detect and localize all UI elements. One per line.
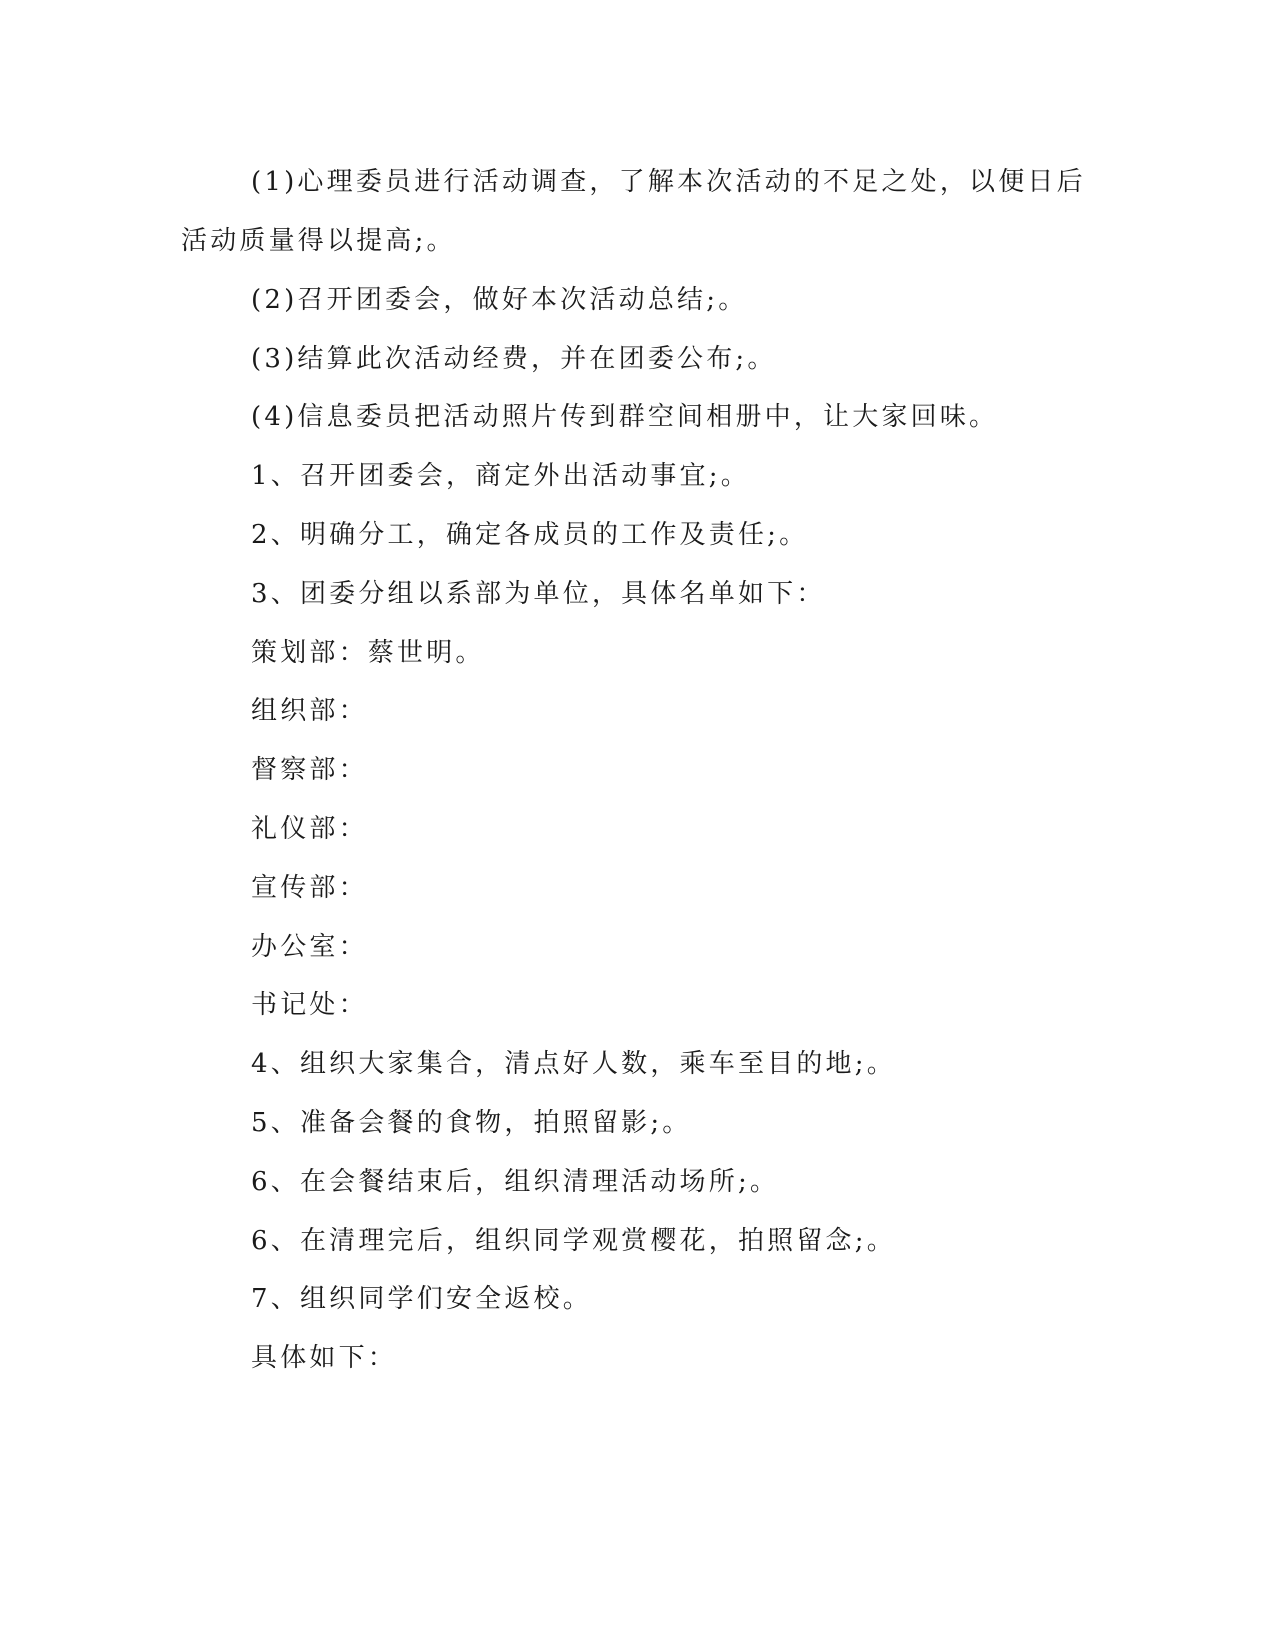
paragraph-line: 1、召开团委会，商定外出活动事宜;。	[251, 461, 750, 491]
paragraph-line: 策划部：蔡世明。	[251, 638, 485, 668]
paragraph-line: (4)信息委员把活动照片传到群空间相册中，让大家回味。	[251, 402, 999, 432]
paragraph-line: 5、准备会餐的食物，拍照留影;。	[251, 1108, 692, 1138]
paragraph-line: 6、在会餐结束后，组织清理活动场所;。	[251, 1167, 780, 1197]
paragraph-line: 4、组织大家集合，清点好人数，乘车至目的地;。	[251, 1049, 896, 1079]
paragraph-line: 礼仪部：	[251, 814, 368, 844]
paragraph-line: 3、团委分组以系部为单位，具体名单如下：	[251, 579, 826, 609]
paragraph-line: 2、明确分工，确定各成员的工作及责任;。	[251, 520, 809, 550]
paragraph-line: 督察部：	[251, 755, 368, 785]
paragraph-line: 具体如下：	[251, 1343, 398, 1373]
paragraph-line: 组织部：	[251, 696, 368, 726]
paragraph-line: 宣传部：	[251, 873, 368, 903]
paragraph-line: (3)结算此次活动经费，并在团委公布;。	[251, 344, 777, 374]
paragraph-line: 办公室：	[251, 932, 368, 962]
paragraph-line: (2)召开团委会，做好本次活动总结;。	[251, 285, 748, 315]
paragraph-line: 6、在清理完后，组织同学观赏樱花，拍照留念;。	[251, 1226, 896, 1256]
paragraph-line: 7、组织同学们安全返校。	[251, 1284, 592, 1314]
paragraph-line: (1)心理委员进行活动调查，了解本次活动的不足之处，以便日后	[251, 167, 1086, 197]
paragraph-line: 书记处：	[251, 990, 368, 1020]
paragraph-line: 活动质量得以提高;。	[181, 226, 456, 256]
